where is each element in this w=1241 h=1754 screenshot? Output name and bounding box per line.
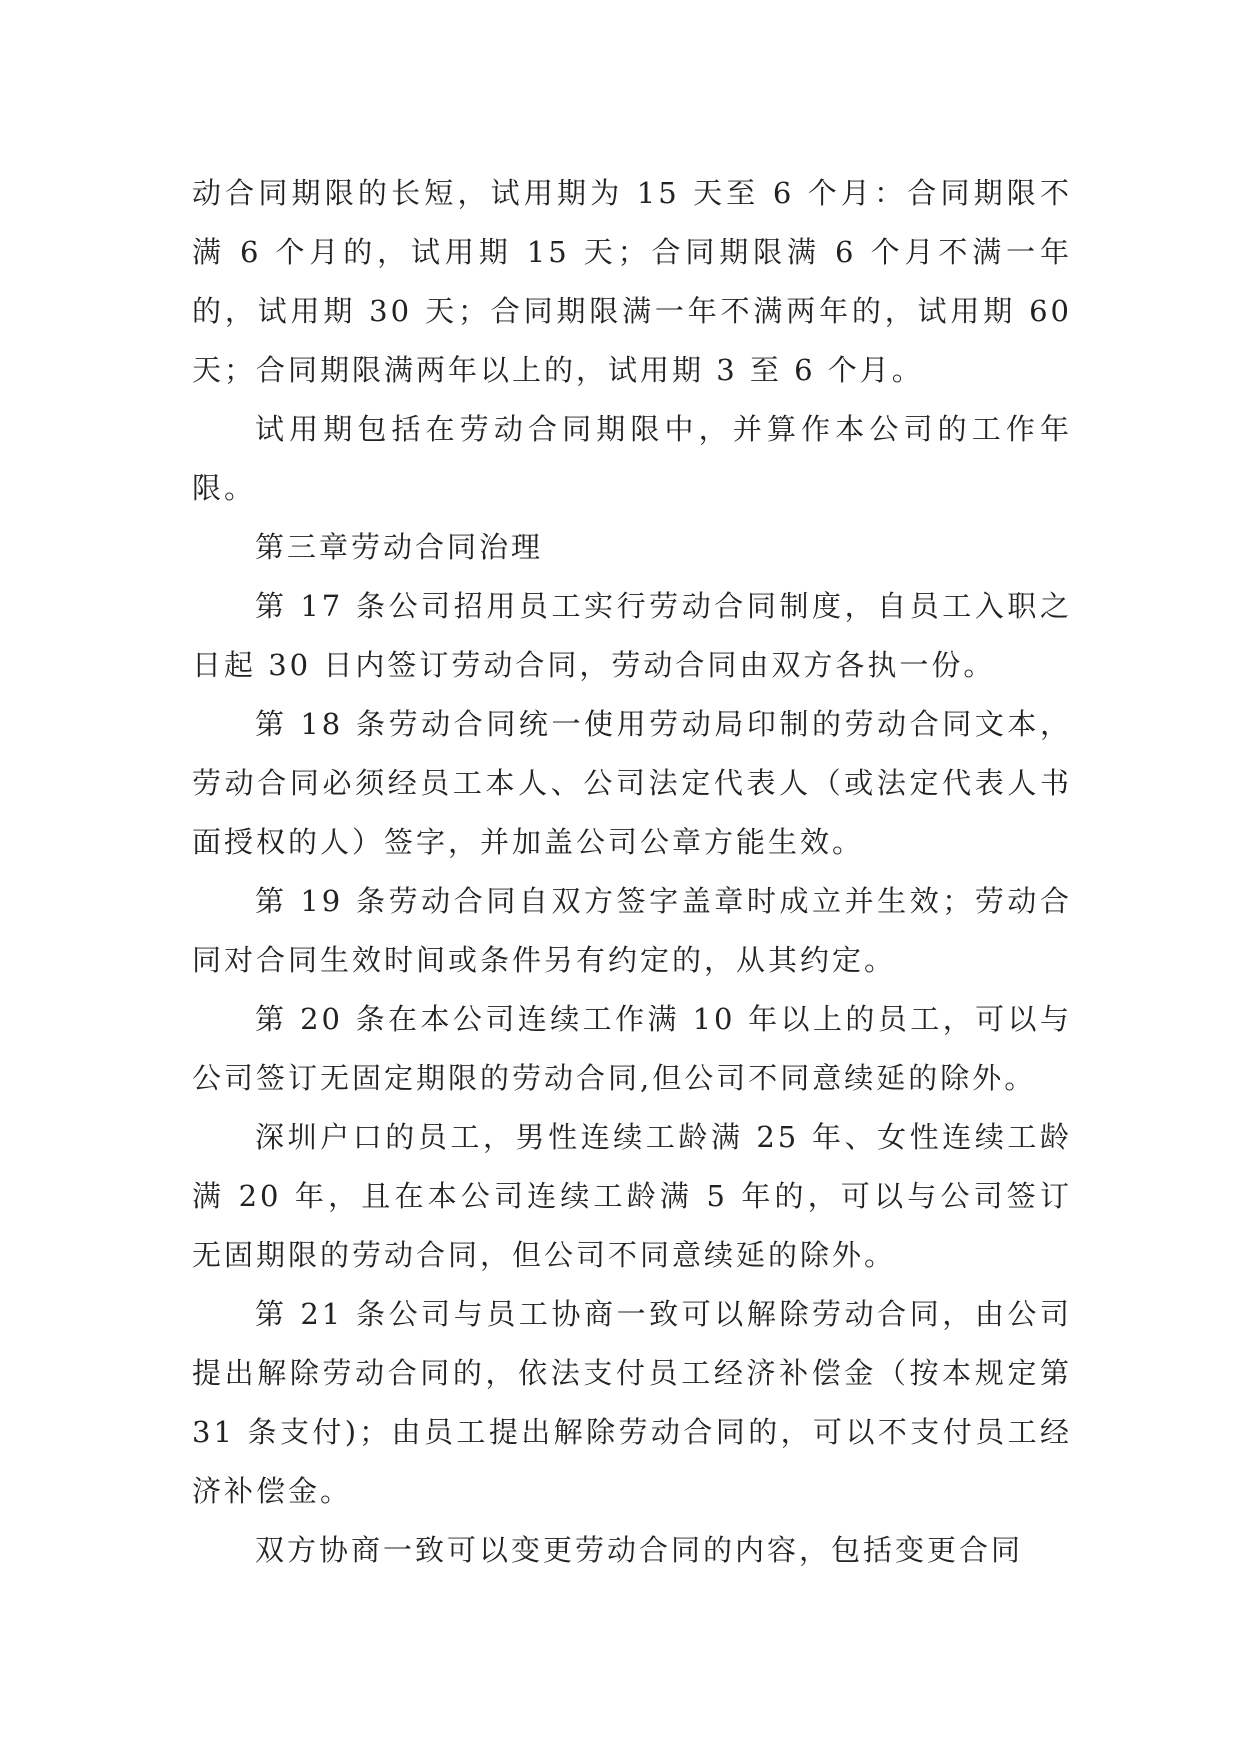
- article-20: 第 20 条在本公司连续工作满 10 年以上的员工，可以与公司签订无固定期限的劳动合同,但公司不同意续延的除外。: [192, 1002, 1072, 1095]
- paragraph-contract-change: 双方协商一致可以变更劳动合同的内容，包括变更合同: [255, 1533, 1024, 1567]
- paragraph-probation-duration: 动合同期限的长短，试用期为 15 天至 6 个月：合同期限不满 6 个月的，试用期 15 天；合同期限满 6 个月不满一年的，试用期 30 天；合同期限满一年不满两年的，试用期 60 天；合同期限满两年以上的，试用期 3 至 6 个月。: [192, 176, 1072, 387]
- document-body: [192, 164, 1072, 1580]
- paragraph-shenzhen-hukou: 深圳户口的员工，男性连续工龄满 25 年、女性连续工龄满 20 年，且在本公司连续工龄满 5 年的，可以与公司签订无固期限的劳动合同，但公司不同意续延的除外。: [192, 1120, 1072, 1272]
- paragraph-probation-included: 试用期包括在劳动合同期限中，并算作本公司的工作年限。: [192, 412, 1072, 505]
- article-17: 第 17 条公司招用员工实行劳动合同制度，自员工入职之日起 30 日内签订劳动合同，劳动合同由双方各执一份。: [192, 589, 1072, 682]
- article-18: 第 18 条劳动合同统一使用劳动局印制的劳动合同文本，劳动合同必须经员工本人、公司法定代表人（或法定代表人书面授权的人）签字，并加盖公司公章方能生效。: [192, 707, 1072, 859]
- article-19: 第 19 条劳动合同自双方签字盖章时成立并生效；劳动合同对合同生效时间或条件另有约定的，从其约定。: [192, 884, 1072, 977]
- article-21: 第 21 条公司与员工协商一致可以解除劳动合同，由公司提出解除劳动合同的，依法支付员工经济补偿金（按本规定第 31 条支付)；由员工提出解除劳动合同的，可以不支付员工经济补偿金。: [192, 1297, 1072, 1508]
- chapter-heading: 第三章劳动合同治理: [255, 530, 544, 564]
